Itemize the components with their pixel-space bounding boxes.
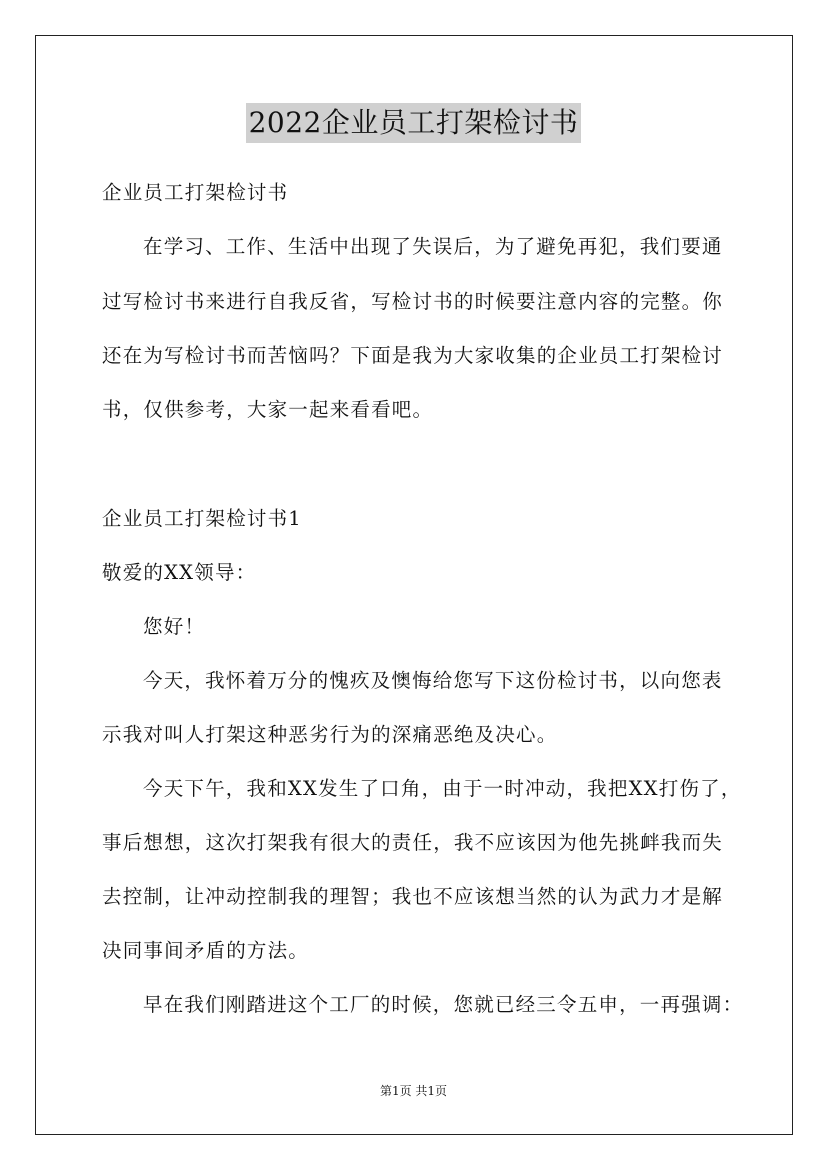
salutation: 敬爱的XX领导： [102,561,257,584]
paragraph-line: 事后想想，这次打架我有很大的责任，我不应该因为他先挑衅我而失 [102,831,724,854]
document-title: 2022企业员工打架检讨书 [246,103,582,143]
paragraph-line: 今天，我怀着万分的愧疚及懊悔给您写下这份检讨书，以向您表 [143,669,723,692]
intro-line: 还在为写检讨书而苦恼吗？下面是我为大家收集的企业员工打架检讨 [102,344,724,367]
page-footer: 第1页 共1页 [379,1084,448,1098]
intro-line: 在学习、工作、生活中出现了失误后，为了避免再犯，我们要通 [143,235,723,258]
intro-line: 书，仅供参考，大家一起来看看吧。 [102,398,434,421]
paragraph-line: 早在我们刚踏进这个工厂的时候，您就已经三令五申，一再强调： [143,993,744,1016]
paragraph-line: 今天下午，我和XX发生了口角，由于一时冲动，我把XX打伤了， [143,777,742,800]
subtitle: 企业员工打架检讨书 [102,181,289,204]
intro-line: 过写检讨书来进行自我反省，写检讨书的时候要注意内容的完整。你 [102,290,724,313]
paragraph-line: 去控制，让冲动控制我的理智；我也不应该想当然的认为武力才是解 [102,885,724,908]
paragraph-line: 示我对叫人打架这种恶劣行为的深痛恶绝及决心。 [102,723,558,746]
title-container [0,103,827,143]
paragraph-line: 决同事间矛盾的方法。 [102,939,310,962]
section-title: 企业员工打架检讨书1 [102,507,302,530]
greeting: 您好！ [143,615,206,638]
